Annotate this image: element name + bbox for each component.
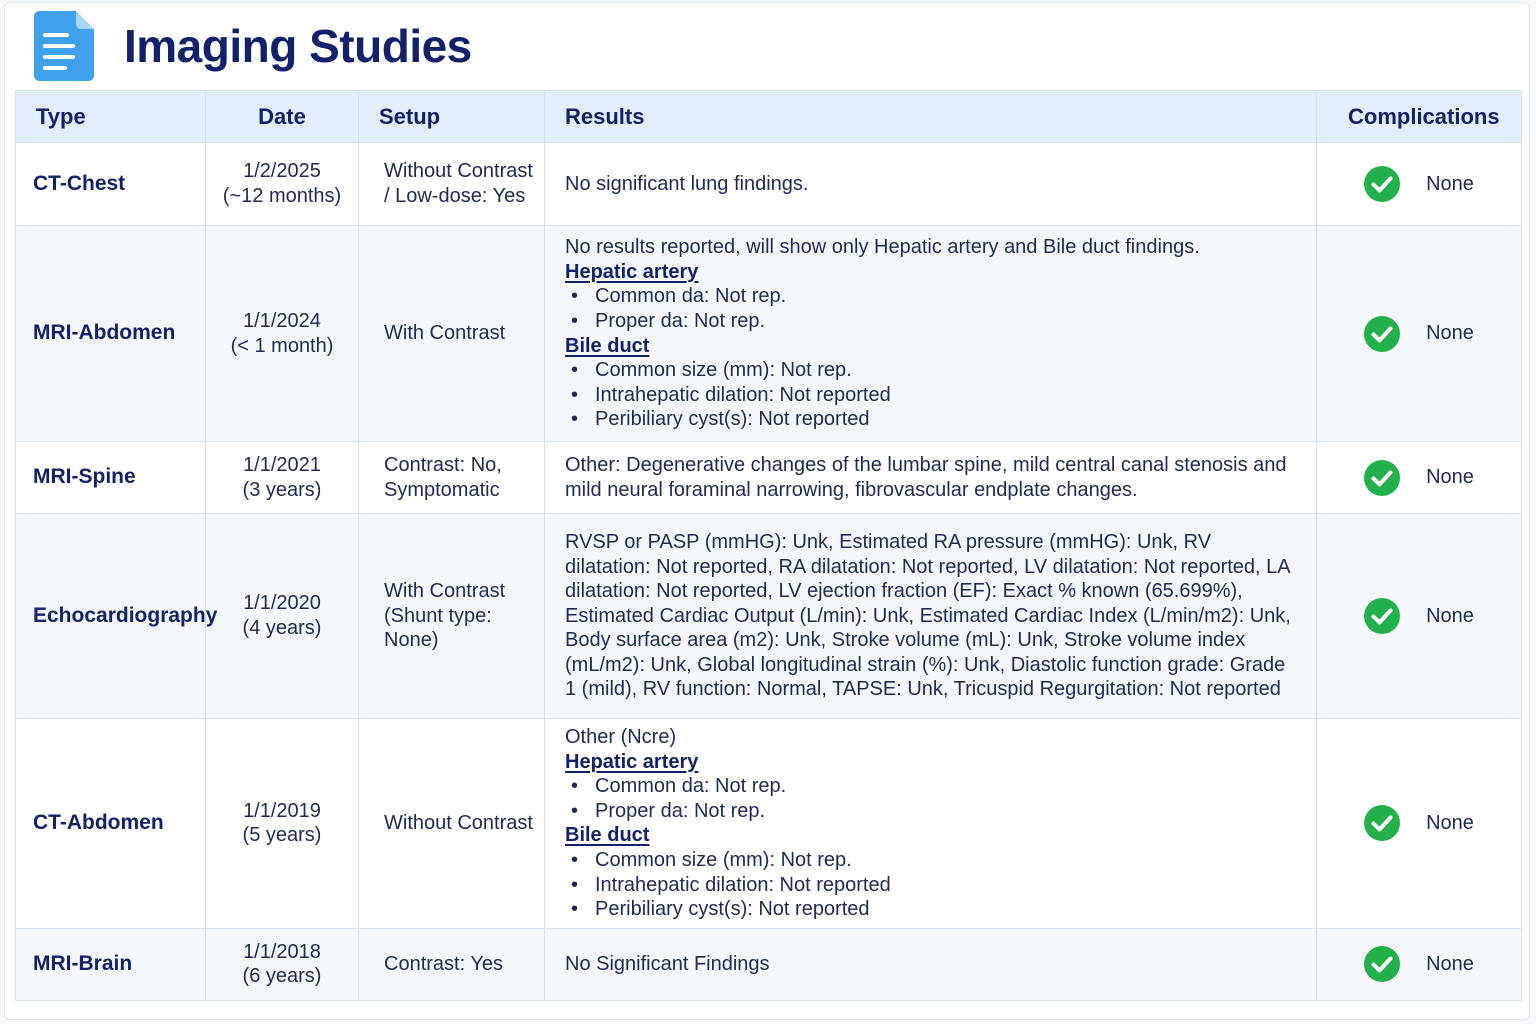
study-setup: Without Contrast / Low-dose: Yes (359, 143, 545, 226)
study-setup: With Contrast (359, 226, 545, 442)
study-date: 1/1/2020 (243, 592, 321, 615)
complications-cell (1317, 143, 1522, 226)
check-circle-icon (1364, 460, 1400, 496)
study-date-ago: (5 years) (242, 824, 322, 847)
bile-duct-heading[interactable]: Bile duct (565, 824, 650, 847)
list-item: • Common da: Not rep. (595, 774, 1296, 799)
complications-cell (1317, 514, 1522, 719)
study-setup: With Contrast (Shunt type: None) (359, 514, 545, 719)
study-date-ago: (3 years) (242, 478, 322, 501)
complications-value: None (1426, 952, 1474, 975)
study-setup: Contrast: No, Symptomatic (359, 442, 545, 514)
list-item: • Peribiliary cyst(s): Not reported (595, 897, 1296, 922)
hepatic-artery-heading[interactable]: Hepatic artery (565, 750, 699, 773)
list-item: • Common size (mm): Not rep. (595, 848, 1296, 873)
check-circle-icon (1364, 598, 1400, 634)
study-results (545, 442, 1317, 514)
check-circle-icon (1364, 316, 1400, 352)
table-header-row (16, 91, 1522, 143)
complications-cell (1317, 928, 1522, 1000)
hepatic-artery-list (565, 284, 1296, 333)
study-date-ago: (< 1 month) (230, 334, 334, 357)
complications-cell (1317, 442, 1522, 514)
complications-value: None (1426, 466, 1474, 489)
document-icon (34, 11, 94, 81)
hepatic-artery-heading[interactable]: Hepatic artery (565, 260, 699, 283)
complications-value: None (1426, 172, 1474, 195)
bile-duct-list (565, 358, 1296, 432)
results-text: No significant lung findings. (565, 172, 809, 195)
column-header-setup[interactable]: Setup (359, 91, 545, 143)
column-header-complications[interactable]: Complications (1317, 91, 1522, 143)
study-setup: Contrast: Yes (359, 928, 545, 1000)
study-results (545, 143, 1317, 226)
study-date: 1/1/2024 (243, 309, 321, 332)
list-item: • Intrahepatic dilation: Not reported (595, 383, 1296, 408)
check-circle-icon (1364, 166, 1400, 202)
table-row[interactable] (16, 442, 1522, 514)
bile-duct-list (565, 848, 1296, 922)
results-text: No Significant Findings (565, 952, 770, 975)
study-date-cell (206, 928, 359, 1000)
study-date-ago: (6 years) (242, 965, 322, 988)
list-item: • Common da: Not rep. (595, 284, 1296, 309)
study-date-cell (206, 719, 359, 929)
study-date-cell (206, 442, 359, 514)
column-header-type[interactable]: Type (16, 91, 206, 143)
list-item: • Common size (mm): Not rep. (595, 358, 1296, 383)
study-results (545, 226, 1317, 442)
column-header-date[interactable]: Date (206, 91, 359, 143)
complications-cell (1317, 719, 1522, 929)
study-date-cell (206, 514, 359, 719)
study-setup: Without Contrast (359, 719, 545, 929)
study-date-ago: (4 years) (242, 617, 322, 639)
study-type: MRI-Spine (16, 442, 206, 514)
complications-value: None (1426, 812, 1474, 835)
study-results (545, 928, 1317, 1000)
complications-value: None (1426, 604, 1474, 627)
study-type: MRI-Abdomen (16, 226, 206, 442)
check-circle-icon (1364, 805, 1400, 841)
table-row[interactable] (16, 514, 1522, 719)
study-date: 1/1/2018 (243, 940, 321, 963)
table-row[interactable] (16, 143, 1522, 226)
imaging-studies-table (15, 90, 1522, 1001)
results-text: RVSP or PASP (mmHG): Unk, Estimated RA pressure (mmHG): Unk, RV dilatation: Not reported, RA dilatation: Not reported, LV dilatation: Not reported, LA dilatation: Not reported, LV ejection fraction (EF): Exact % known (65.699%), Estimated Cardiac Output (L/min): Unk, Estimated Cardiac Index (L/min/m2): Unk, Body surface area (m2): Unk, Stroke volume (mL): Unk, Stroke volume index (mL/m2): Unk, Global longitudinal strain (%): Unk, Diastolic function grade: Grade 1 (mild), RV function: Normal, TAPSE: Unk, Tricuspid Regurgitation: Not reported (565, 530, 1291, 701)
results-text: No results reported, will show only Hepatic artery and Bile duct findings. (565, 236, 1200, 259)
study-type: Echocardiography (16, 514, 206, 719)
list-item: • Intrahepatic dilation: Not reported (595, 873, 1296, 898)
table-row[interactable] (16, 226, 1522, 442)
study-date-cell (206, 143, 359, 226)
hepatic-artery-list (565, 774, 1296, 823)
column-header-results[interactable]: Results (545, 91, 1317, 143)
results-text: Other: Degenerative changes of the lumbar spine, mild central canal stenosis and mild neural foraminal narrowing, fibrovascular endplate changes. (565, 453, 1287, 501)
bile-duct-heading[interactable]: Bile duct (565, 334, 650, 357)
study-date: 1/1/2021 (243, 453, 321, 476)
table-row[interactable] (16, 928, 1522, 1000)
list-item: • Proper da: Not rep. (595, 309, 1296, 334)
complications-value: None (1426, 322, 1474, 345)
list-item: • Peribiliary cyst(s): Not reported (595, 407, 1296, 432)
study-date-cell (206, 226, 359, 442)
results-text: Other (Ncre) (565, 726, 677, 748)
study-date-ago: (~12 months) (222, 185, 342, 207)
table-row[interactable] (16, 719, 1522, 929)
list-item: • Proper da: Not rep. (595, 799, 1296, 824)
study-results (545, 719, 1317, 929)
study-date: 1/1/2019 (243, 799, 321, 822)
check-circle-icon (1364, 946, 1400, 982)
complications-cell (1317, 226, 1522, 442)
study-date: 1/2/2025 (243, 160, 321, 183)
study-type: MRI-Brain (16, 928, 206, 1000)
page-title: Imaging Studies (124, 20, 472, 72)
study-type: CT-Chest (16, 143, 206, 226)
study-type: CT-Abdomen (16, 719, 206, 929)
page-header (34, 10, 472, 82)
study-results (545, 514, 1317, 719)
